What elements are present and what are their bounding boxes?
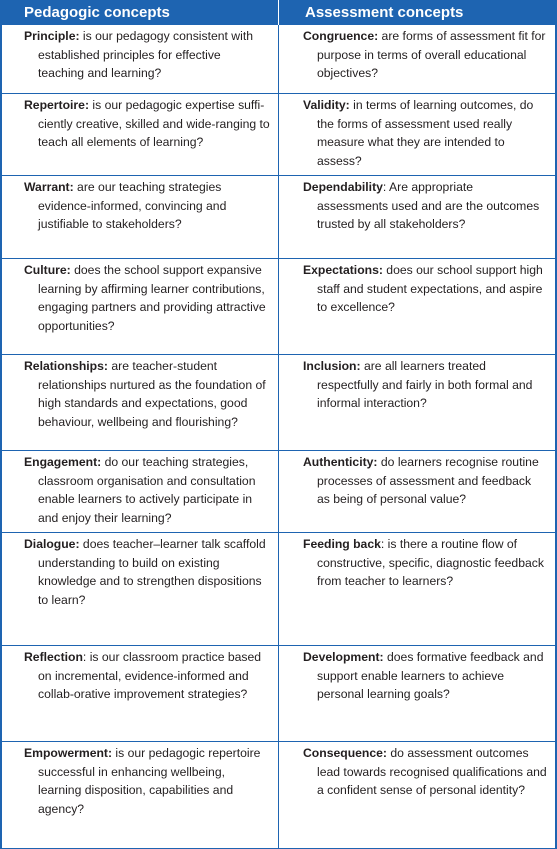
assessment-cell (279, 646, 555, 741)
pedagogic-cell (2, 646, 279, 741)
concept-question: : Are appropriate assessments used and are the outcomes trusted by all stakeholders? (317, 180, 540, 231)
concept-term: Culture: (24, 263, 71, 277)
pedagogic-cell (2, 176, 279, 258)
table-row (2, 354, 555, 450)
concept-question: : is there a routine flow of constructive, specific, diagnostic feedback from teacher to learners? (317, 537, 544, 588)
concept-term: Validity: (303, 98, 350, 112)
table-header (0, 0, 557, 25)
table-row (2, 258, 555, 354)
table-row (2, 175, 555, 258)
concept-question: do assessment outcomes lead towards recognised qualifications and a confident sense of personal identity? (317, 746, 547, 797)
concept-term: Feeding back (303, 537, 381, 551)
pedagogic-cell (2, 94, 279, 175)
concept-term: Inclusion: (303, 359, 361, 373)
table-row (2, 450, 555, 532)
concept-term: Empowerment: (24, 746, 113, 760)
table-row (2, 532, 555, 645)
concept-question: does the school support expansive learning by affirming learner contributions, engaging partners and providing attractive opportunities? (38, 263, 266, 333)
concept-question: in terms of learning outcomes, do the forms of assessment used really measure what they are intended to assess? (317, 98, 534, 168)
concept-term: Development: (303, 650, 384, 664)
concept-question: are our teaching strategies evidence-informed, convincing and justifiable to stakeholders? (38, 180, 227, 231)
concept-question: does our school support high staff and student expectations, and aspire to excellence? (317, 263, 543, 314)
concept-term: Congruence: (303, 29, 379, 43)
concept-question: is our pedagogic expertise suffi-ciently creative, skilled and wide-ranging to teach all elements of learning? (38, 98, 270, 149)
concept-term: Warrant: (24, 180, 74, 194)
assessment-cell (279, 94, 555, 175)
concept-question: is our pedagogic repertoire successful in enhancing wellbeing, learning disposition, capabilities and agency? (38, 746, 261, 816)
table-row (2, 741, 555, 848)
assessment-cell (279, 176, 555, 258)
concept-term: Expectations: (303, 263, 383, 277)
concept-question: do learners recognise routine processes of assessment and feedback as being of personal value? (317, 455, 539, 506)
assessment-cell (279, 742, 555, 848)
concept-term: Relationships: (24, 359, 108, 373)
pedagogic-cell (2, 742, 279, 848)
concept-question: are all learners treated respectfully and fairly in both formal and informal interaction? (317, 359, 533, 410)
header-pedagogic: Pedagogic concepts (0, 0, 279, 25)
concept-question: does formative feedback and support enable learners to achieve personal learning goals? (317, 650, 544, 701)
pedagogic-cell (2, 259, 279, 354)
concept-question: : is our classroom practice based on incremental, evidence-informed and collab-orative improvement strategies? (38, 650, 262, 701)
concept-term: Engagement: (24, 455, 102, 469)
assessment-cell (279, 259, 555, 354)
assessment-cell (279, 533, 555, 645)
header-assessment: Assessment concepts (305, 4, 464, 21)
concept-question: is our pedagogy consistent with established principles for effective teaching and learning? (38, 29, 253, 80)
concept-question: do our teaching strategies, classroom organisation and consultation enable learners to actively participate in and enjoy their learning? (38, 455, 256, 525)
assessment-cell (279, 25, 555, 93)
assessment-cell (279, 355, 555, 450)
concept-term: Authenticity: (303, 455, 378, 469)
concept-term: Consequence: (303, 746, 387, 760)
concept-term: Dependability (303, 180, 383, 194)
table-row (2, 25, 555, 93)
table-row (2, 645, 555, 741)
concept-term: Dialogue: (24, 537, 80, 551)
concept-question: does teacher–learner talk scaffold understanding to build on existing knowledge and to strengthen dispositions to learn? (38, 537, 266, 607)
pedagogic-cell (2, 25, 279, 93)
pedagogic-cell (2, 451, 279, 532)
concept-term: Principle: (24, 29, 80, 43)
table-body (0, 25, 557, 849)
pedagogic-cell (2, 533, 279, 645)
table-row (2, 93, 555, 175)
pedagogic-cell (2, 355, 279, 450)
concept-question: are teacher-student relationships nurtured as the foundation of high standards and expectations, good behaviour, wellbeing and flourishing? (38, 359, 266, 429)
assessment-cell (279, 451, 555, 532)
concept-term: Repertoire: (24, 98, 90, 112)
concept-term: Reflection (24, 650, 83, 664)
concept-question: are forms of assessment fit for purpose in terms of overall educational objectives? (317, 29, 546, 80)
